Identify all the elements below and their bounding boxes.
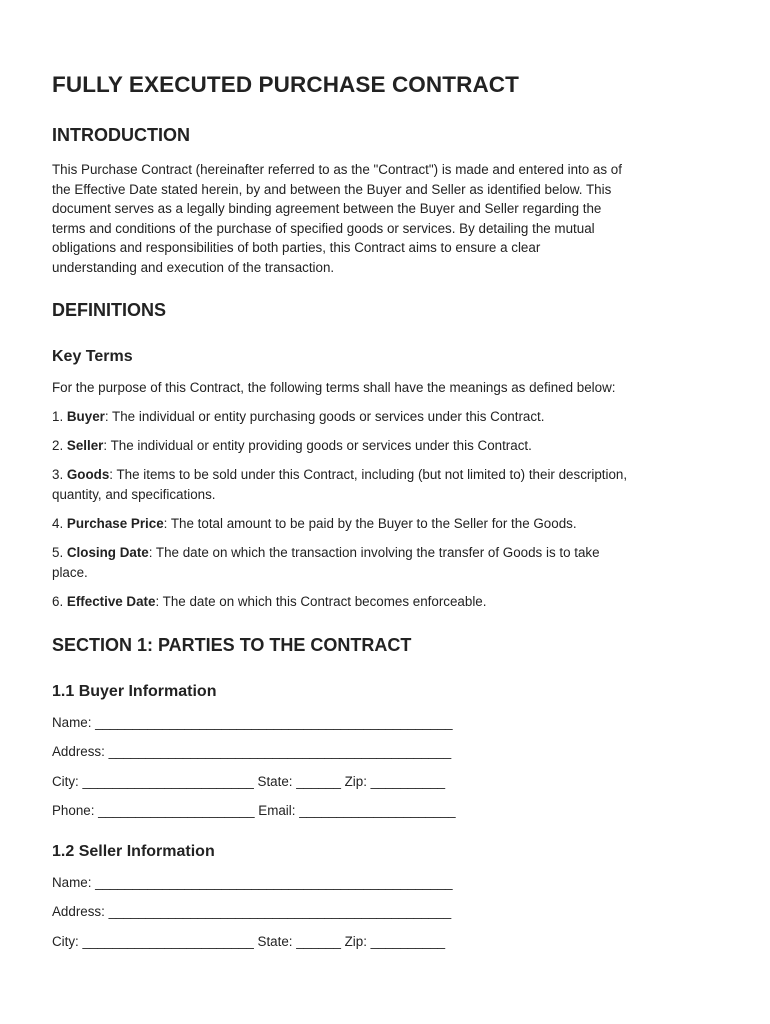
definition-term: Goods: [66, 467, 110, 482]
seller-name-field[interactable]: Name: ________________________________________________: [52, 875, 453, 890]
intro-line: This Purchase Contract (hereinafter referred to as the "Contract") is made and entered into as of: [52, 162, 622, 177]
key-terms-subheading: Key Terms: [52, 348, 133, 365]
seller-city-state-zip-field[interactable]: City: _______________________ State: ______ Zip: __________: [52, 934, 446, 949]
section1-heading: SECTION 1: PARTIES TO THE CONTRACT: [52, 635, 412, 655]
definition-term: Seller: [66, 438, 104, 453]
buyer-name-field[interactable]: Name: ________________________________________________: [52, 715, 453, 730]
buyer-address-field[interactable]: Address: ______________________________________________: [52, 744, 452, 759]
introduction-heading: INTRODUCTION: [52, 125, 190, 145]
definition-item: 5. Closing Date: The date on which the transaction involving the transfer of Goods is to take place.: [52, 545, 600, 580]
intro-line: understanding and execution of the transaction.: [52, 259, 335, 275]
definition-term: Buyer: [66, 409, 105, 424]
definition-item: 6. Effective Date: The date on which this Contract becomes enforceable.: [52, 594, 487, 609]
buyer-info-heading: 1.1 Buyer Information: [52, 683, 217, 700]
intro-line: terms and conditions of the purchase of specified goods or services. By detailing the mutual: [52, 220, 595, 236]
definitions-heading: DEFINITIONS: [52, 300, 167, 320]
definition-term: Closing Date: [66, 545, 149, 560]
buyer-city-state-zip-field[interactable]: City: _______________________ State: ______ Zip: __________: [52, 774, 446, 789]
seller-info-heading: 1.2 Seller Information: [52, 843, 215, 860]
introduction-paragraph: [52, 160, 622, 278]
definition-term: Effective Date: [66, 594, 156, 609]
intro-line: the Effective Date stated herein, by and between the Buyer and Seller as identified below. This: [52, 181, 612, 197]
definition-item: 4. Purchase Price: The total amount to be paid by the Buyer to the Seller for the Goods.: [52, 516, 577, 531]
intro-line: obligations and responsibilities of both parties, this Contract aims to ensure a clear: [52, 240, 541, 256]
intro-line: document serves as a legally binding agreement between the Buyer and Seller regarding the: [52, 201, 602, 217]
seller-address-field[interactable]: Address: ______________________________________________: [52, 904, 452, 919]
document-title: FULLY EXECUTED PURCHASE CONTRACT: [52, 72, 519, 97]
definition-item: 3. Goods: The items to be sold under this Contract, including (but not limited to) their description, quantity, and specifications.: [52, 467, 628, 502]
definition-item: 2. Seller: The individual or entity providing goods or services under this Contract.: [52, 438, 532, 453]
definition-term: Purchase Price: [66, 516, 164, 531]
definitions-lead: For the purpose of this Contract, the following terms shall have the meanings as defined below:: [52, 380, 616, 395]
buyer-phone-email-field[interactable]: Phone: _____________________ Email: _____________________: [52, 803, 456, 818]
definition-item: 1. Buyer: The individual or entity purchasing goods or services under this Contract.: [52, 409, 545, 424]
